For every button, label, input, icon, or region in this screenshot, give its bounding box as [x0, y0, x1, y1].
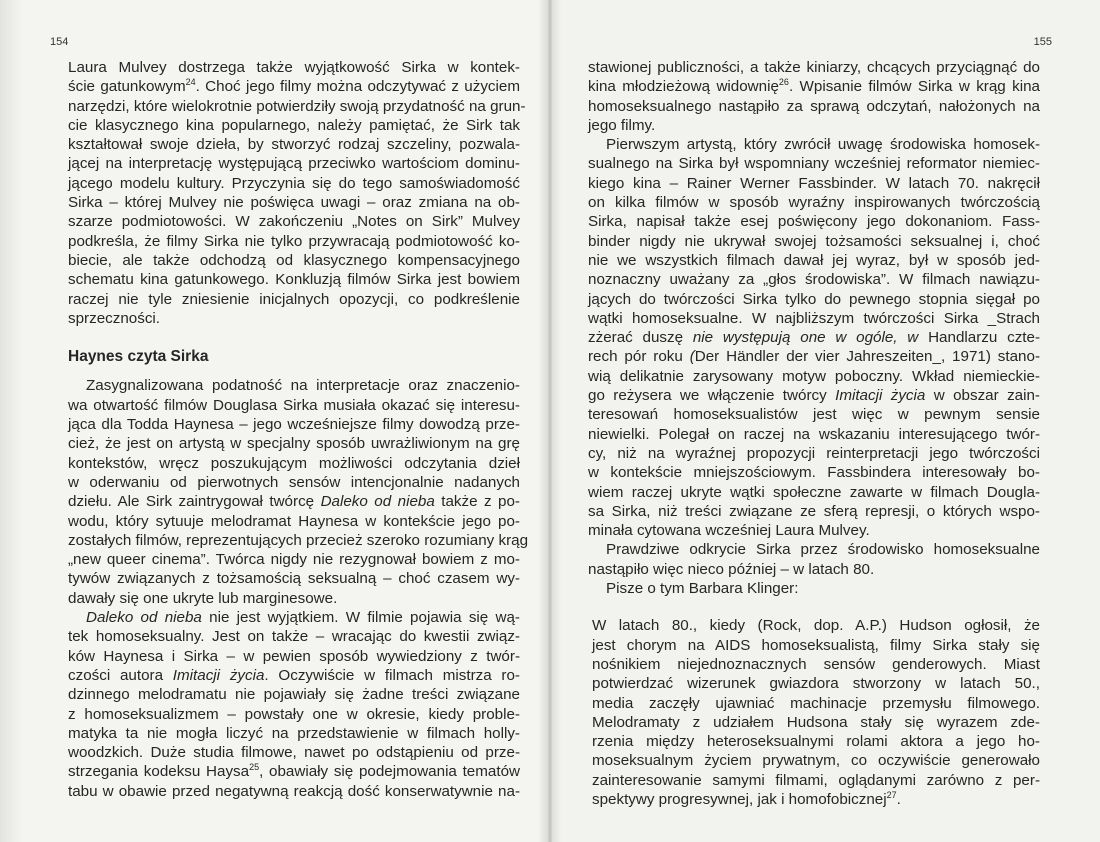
- text-line: tek homoseksualny. Jest on także – wracając do kwestii związ-: [68, 628, 520, 646]
- text-line: biecie, ale także odchodzą od klasycznego kompensacyjnego: [68, 251, 520, 269]
- text-line: jest chorym na AIDS homoseksualistą, filmy Sirka stały się: [592, 636, 1040, 654]
- text-line: raczej nie tyle zniesienie inicjalnych opozycji, co podkreślenie: [68, 290, 520, 308]
- text-line: wodu, który sytuuje melodramat Haynesa w kontekście jego po-: [68, 512, 520, 530]
- text-line: kina młodzieżową widownię$^{26}$. Wpisanie filmów Sirka w krąg kina: [588, 77, 1041, 96]
- page-edge-shadow: [0, 0, 22, 842]
- text-line: „new queer cinema”. Twórca nigdy nie rezygnował bowiem z mo-: [68, 551, 520, 569]
- text-line: narzędzi, które wielokrotnie potwierdziły swoją przydatność na grun-: [68, 97, 526, 115]
- right-page-text: [588, 58, 1040, 809]
- text-line: szarze podmiotowości. W zakończeniu „Notes on Sirk” Mulvey: [68, 213, 520, 231]
- text-line: Sirka, napisał także esej poświęcony jego dokonaniom. Fass-: [588, 213, 1040, 231]
- text-line: teresowań homoseksualistów jest więc w pewnym sensie: [588, 406, 1040, 424]
- text-line: media zaczęły ujawniać machinacje przemysłu filmowego.: [592, 694, 1040, 712]
- block-quote: [592, 616, 1040, 809]
- text-line: jącej na interpretację występującą przeciwko wartościom dominu-: [68, 155, 520, 173]
- paragraph-block: [588, 58, 1040, 598]
- text-line: jąca dla Todda Haynesa – jego wcześniejsze filmy dowodzą prze-: [68, 416, 520, 434]
- text-line: Daleko od nieba nie jest wyjątkiem. W filmie pojawia się wą-: [86, 609, 520, 627]
- text-line: w oderwaniu od pierwotnych sensów intencjonalnie nadanych: [68, 473, 520, 491]
- text-line: czości autora Imitacji życia. Oczywiście w filmach mistrza ro-: [68, 666, 520, 684]
- text-line: z homoseksualizmem – powstały one w okresie, kiedy proble-: [68, 705, 520, 723]
- text-line: niewielki. Polegał on raczej na wskazaniu interesującego twór-: [588, 425, 1040, 443]
- section-heading: Haynes czyta Sirka: [68, 348, 209, 366]
- text-line: zżerać duszę nie występują one w ogóle, w Handlarzu czte-: [588, 329, 1041, 347]
- text-line: cie klasycznego kina popularnego, należy pamiętać, że Sirk tak: [68, 116, 520, 134]
- text-line: rzenia między heteroseksualnymi rolami aktora a jego ho-: [592, 733, 1040, 751]
- text-line: wią delikatnie zarysowany motyw poboczny. Wkład niemieckie-: [588, 367, 1040, 385]
- text-line: kontekstów, wręcz poszukującym możliwości odczytania dzieł: [68, 454, 520, 472]
- text-line: zainteresowanie samymi filmami, oglądanymi zarówno z per-: [592, 771, 1040, 789]
- right-page: [552, 0, 1100, 842]
- text-line: nośnikiem niejednoznacznych sensów genderowych. Miast: [592, 655, 1040, 673]
- text-line: ków Haynesa i Sirka – w pewien sposób wywiedziony z twór-: [68, 647, 520, 665]
- text-line: homoseksualnego nastąpiło za sprawą odczytań, nałożonych na: [588, 97, 1040, 115]
- text-line: Pisze o tym Barbara Klinger:: [606, 580, 799, 598]
- text-line: nie we wszystkich filmach dawał jej wyraz, był w sposób jed-: [588, 251, 1040, 269]
- text-line: cież, że jest on artystą w specjalny sposób uwrażliwionym na grę: [68, 435, 520, 453]
- text-line: noznaczny uważany za „głos środowiska”. W filmach nawiązu-: [588, 271, 1040, 289]
- text-line: jego filmy.: [588, 116, 656, 134]
- text-line: wątki homoseksualne. W najbliższym twórczości Sirka _Strach: [588, 309, 1040, 327]
- text-line: matyka ta nie mogła liczyć na przedstawienie w filmach holly-: [68, 724, 520, 742]
- page-number-right: 155: [1033, 36, 1052, 48]
- text-line: Pierwszym artystą, który zwrócił uwagę środowiska homosek-: [606, 136, 1040, 154]
- text-line: ście gatunkowym$^{24}$. Choć jego filmy można odczytywać z użyciem: [68, 77, 520, 96]
- text-line: Sirka – której Mulvey nie poświęca uwagi – oraz zmiana na ob-: [68, 194, 520, 212]
- text-line: nastąpiło więc nieco później – w latach 80.: [588, 560, 875, 578]
- text-line: dziełu. Ale Sirk zaintrygował twórcę Daleko od nieba także z po-: [68, 493, 520, 511]
- page-number-left: 154: [50, 36, 69, 48]
- text-line: Prawdziwe odkrycie Sirka przez środowisko homoseksualne: [606, 541, 1040, 559]
- text-line: wa otwartość filmów Douglasa Sirka musiała okazać się interesu-: [68, 396, 520, 414]
- text-line: Melodramaty z udziałem Hudsona stały się wyrazem zde-: [592, 713, 1040, 731]
- text-line: cy, niż na wyraźnej propozycji reinterpretacji jego twórczości: [588, 444, 1040, 462]
- left-page: [0, 0, 548, 842]
- text-line: kiego kina – Rainer Werner Fassbinder. W latach 70. nakręcił: [588, 174, 1040, 192]
- text-line: minała cytowana wcześniej Laura Mulvey.: [588, 522, 870, 540]
- text-line: tabu w obawie przed negatywną reakcją dość konserwatywnie na-: [68, 782, 520, 800]
- book-gutter: [538, 0, 562, 842]
- text-line: Laura Mulvey dostrzega także wyjątkowość Sirka w kontek-: [68, 59, 520, 76]
- text-line: sualnego na Sirka był wspomniany wcześniej reformator niemiec-: [588, 155, 1040, 173]
- text-line: rech pór roku (Der Händler der vier Jahreszeiten_, 1971) stano-: [588, 348, 1040, 366]
- text-line: w kontekście mniejszościowym. Fassbindera interesowały bo-: [588, 464, 1040, 482]
- text-line: tywów związanych z tożsamością seksualną – choć czasem wy-: [68, 570, 520, 588]
- text-line: on kilka filmów w sposób wyraźny inspirowanych twórczością: [588, 194, 1040, 212]
- text-line: sa Sirka, niż treści związane ze sferą represji, o których wspo-: [588, 502, 1040, 520]
- text-line: jących do twórczości Sirka tylko do pewnego stopnia sięgał po: [588, 290, 1040, 308]
- spacer: [588, 598, 1040, 616]
- text-line: jącego modelu kultury. Przyczynia się do tego samoświadomość: [68, 174, 520, 192]
- text-line: schematu kina gatunkowego. Konkluzją filmów Sirka jest bowiem: [68, 271, 520, 289]
- text-line: binder nigdy nie ukrywał swojej tożsamości seksualnej i, choć: [588, 232, 1040, 250]
- text-line: zostałych filmów, reprezentujących przecież szeroko rozumiany krąg: [68, 531, 529, 549]
- text-line: spektywy progresywnej, jak i homofobicznej$^{27}$.: [592, 789, 901, 808]
- text-line: stawionej publiczności, a także kiniarzy, chcących przyciągnąć do: [588, 59, 1040, 76]
- text-line: W latach 80., kiedy (Rock, dop. A.P.) Hudson ogłosił, że: [592, 617, 1040, 635]
- text-line: kształtował swoje dzieła, by stworzyć rodzaj szczeliny, pozwala-: [68, 136, 520, 154]
- text-line: potwierdzać wizerunek gwiazdora stworzony w latach 50.,: [592, 675, 1040, 693]
- text-line: wiem raczej ukryte wątki społeczne zawarte w filmach Dougla-: [588, 483, 1040, 501]
- text-line: Zasygnalizowana podatność na interpretacje oraz znaczenio-: [86, 377, 520, 395]
- text-line: go reżysera we włączenie twórcy Imitacji życia w obszar zain-: [588, 387, 1040, 405]
- text-line: dawały się one ukryte lub marginesowe.: [68, 589, 338, 607]
- text-line: dzinnego melodramatu nie pojawiały się żadne treści związane: [68, 686, 520, 704]
- text-line: woodzkich. Duże studia filmowe, nawet po odstąpieniu od prze-: [68, 744, 520, 762]
- left-page-text: [68, 58, 529, 801]
- paragraph-block: [68, 58, 526, 328]
- text-line: sprzeczności.: [68, 309, 161, 327]
- text-line: strzegania kodeksu Haysa$^{25}$, obawiały się podejmowania tematów: [68, 762, 520, 781]
- text-line: podkreśla, że filmy Sirka nie tylko przywracają podmiotowość ko-: [68, 232, 520, 250]
- text-line: moseksualnym życiem prywatnym, co oczywiście generowało: [592, 752, 1040, 770]
- paragraph-block: [68, 376, 529, 801]
